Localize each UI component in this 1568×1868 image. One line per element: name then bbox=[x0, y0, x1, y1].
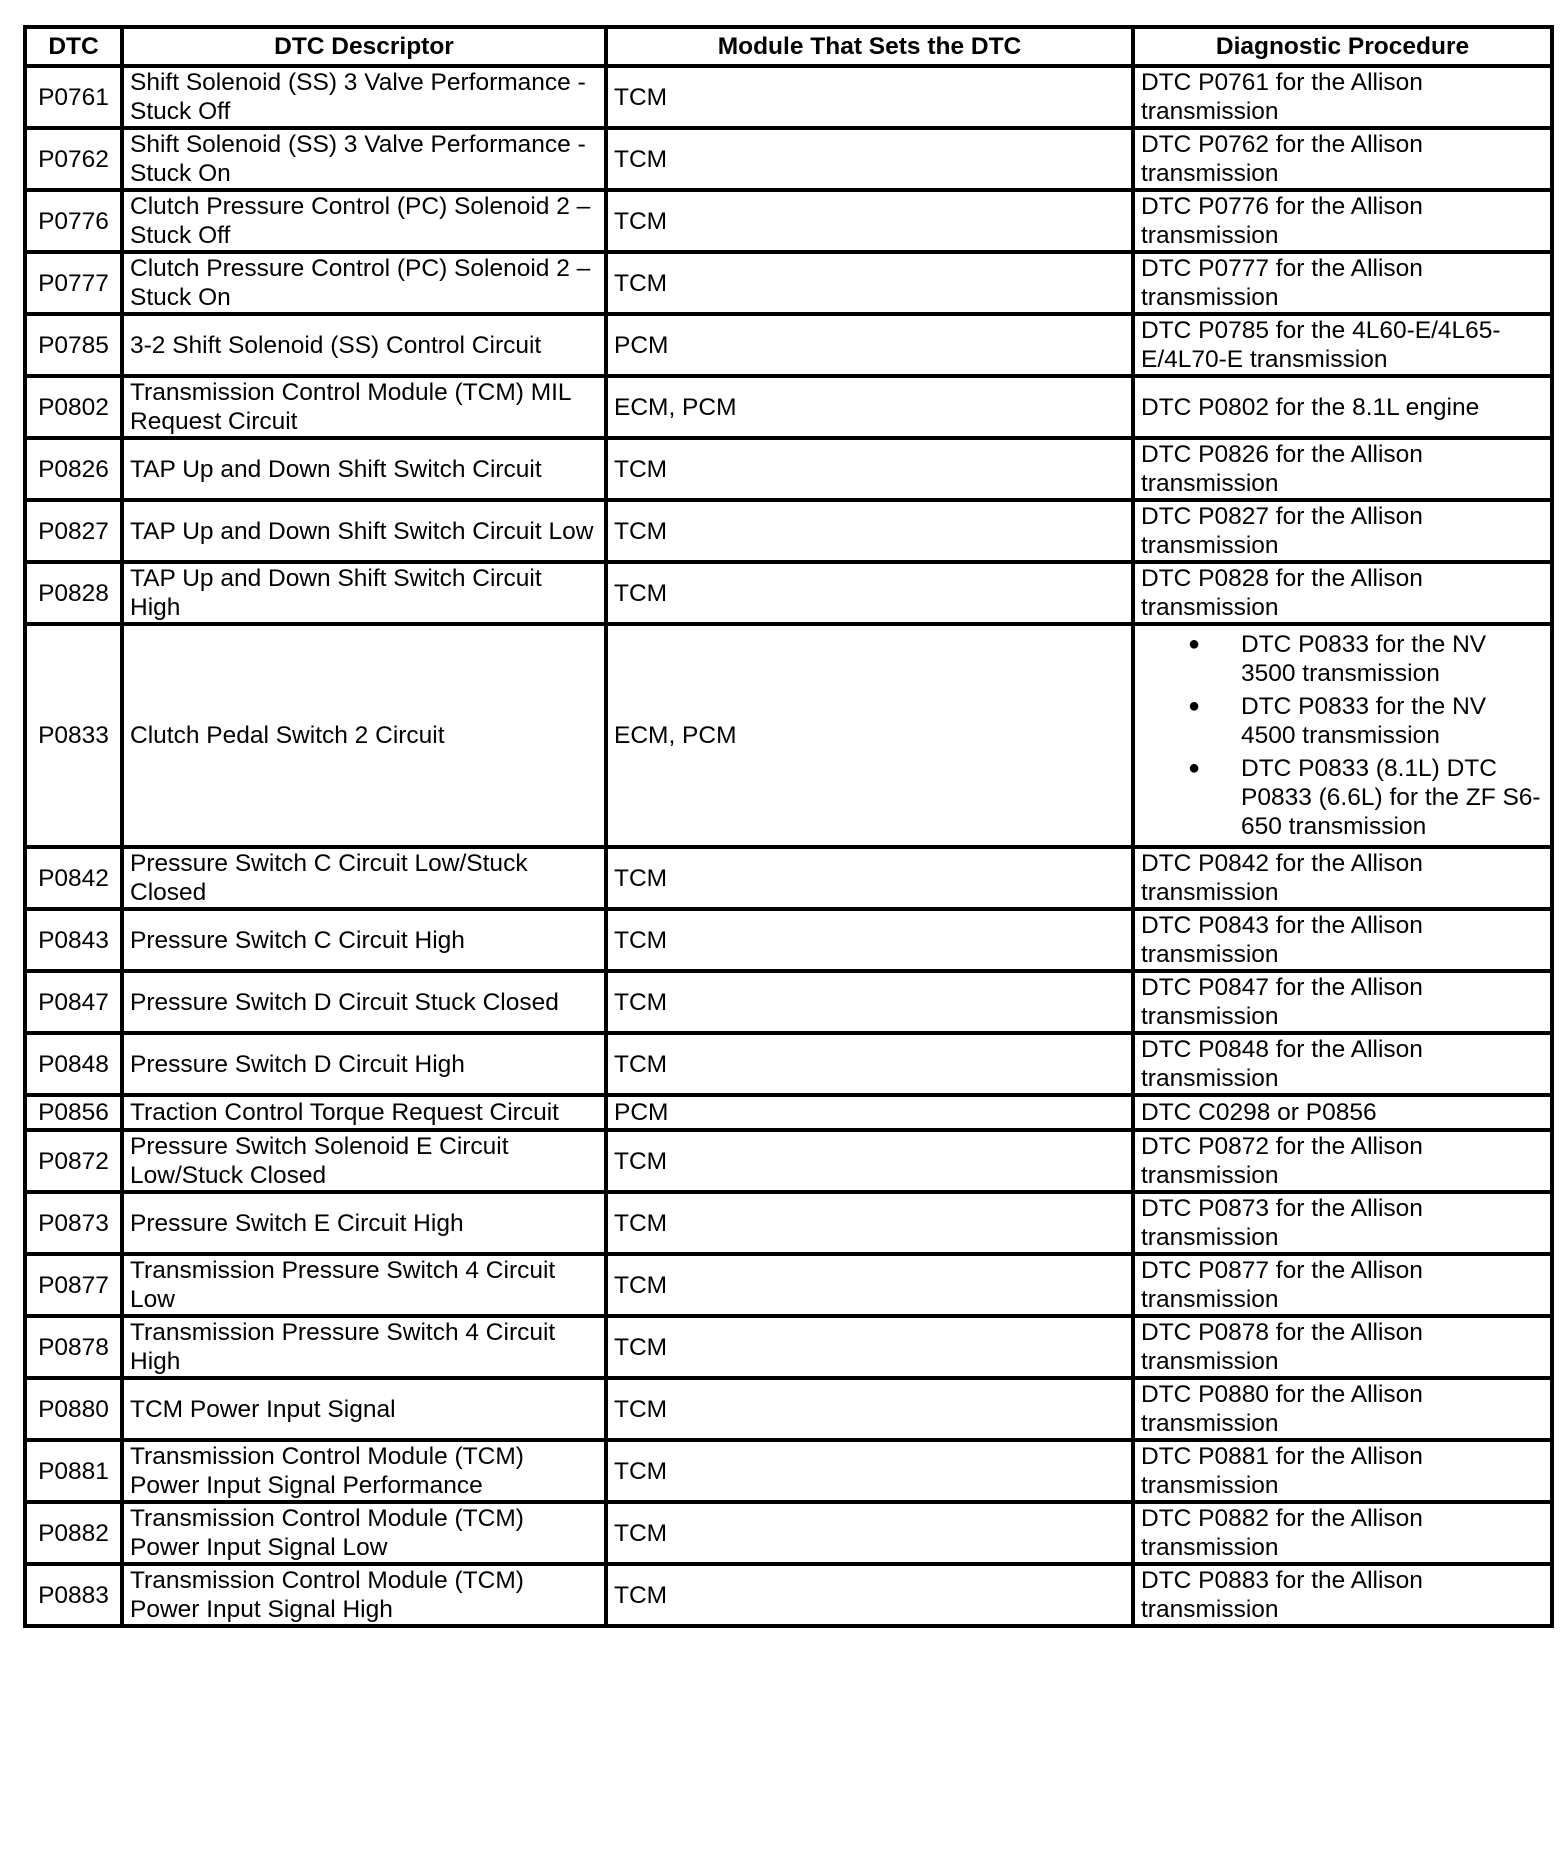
cell-procedure: DTC C0298 or P0856 bbox=[1133, 1095, 1552, 1130]
procedure-list bbox=[1141, 630, 1544, 841]
cell-dtc: P0785 bbox=[25, 314, 122, 376]
cell-procedure: DTC P0828 for the Allison transmission bbox=[1133, 562, 1552, 624]
cell-module: TCM bbox=[606, 1564, 1133, 1626]
cell-module: PCM bbox=[606, 1095, 1133, 1130]
cell-procedure: DTC P0802 for the 8.1L engine bbox=[1133, 376, 1552, 438]
cell-procedure: DTC P0827 for the Allison transmission bbox=[1133, 500, 1552, 562]
cell-module: TCM bbox=[606, 500, 1133, 562]
cell-descriptor: Pressure Switch D Circuit Stuck Closed bbox=[122, 971, 606, 1033]
dtc-document bbox=[23, 25, 1554, 1628]
cell-descriptor: TCM Power Input Signal bbox=[122, 1378, 606, 1440]
dtc-table bbox=[23, 25, 1554, 1628]
header-row bbox=[25, 27, 1552, 66]
cell-module: TCM bbox=[606, 128, 1133, 190]
cell-descriptor: Shift Solenoid (SS) 3 Valve Performance - Stuck On bbox=[122, 128, 606, 190]
cell-dtc: P0761 bbox=[25, 66, 122, 128]
procedure-item-text: DTC P0833 (8.1L) DTC P0833 (6.6L) for the ZF S6-650 transmission bbox=[1241, 754, 1541, 840]
table-row bbox=[25, 438, 1552, 500]
table-row bbox=[25, 1502, 1552, 1564]
cell-descriptor: Pressure Switch Solenoid E Circuit Low/Stuck Closed bbox=[122, 1130, 606, 1192]
cell-module: TCM bbox=[606, 1130, 1133, 1192]
cell-dtc: P0856 bbox=[25, 1095, 122, 1130]
cell-procedure: DTC P0881 for the Allison transmission bbox=[1133, 1440, 1552, 1502]
list-item bbox=[1188, 692, 1544, 750]
cell-descriptor: Transmission Control Module (TCM) Power Input Signal Low bbox=[122, 1502, 606, 1564]
table-row bbox=[25, 1378, 1552, 1440]
cell-procedure: DTC P0872 for the Allison transmission bbox=[1133, 1130, 1552, 1192]
table-row bbox=[25, 624, 1552, 847]
header-descriptor: DTC Descriptor bbox=[122, 27, 606, 66]
bullet-icon: ● bbox=[1188, 694, 1201, 717]
table-row bbox=[25, 847, 1552, 909]
header-module: Module That Sets the DTC bbox=[606, 27, 1133, 66]
cell-module: TCM bbox=[606, 1316, 1133, 1378]
cell-procedure: DTC P0848 for the Allison transmission bbox=[1133, 1033, 1552, 1095]
cell-dtc: P0828 bbox=[25, 562, 122, 624]
cell-module: TCM bbox=[606, 1440, 1133, 1502]
table-row bbox=[25, 1095, 1552, 1130]
cell-descriptor: TAP Up and Down Shift Switch Circuit bbox=[122, 438, 606, 500]
table-row bbox=[25, 1192, 1552, 1254]
cell-procedure: DTC P0842 for the Allison transmission bbox=[1133, 847, 1552, 909]
cell-procedure: DTC P0847 for the Allison transmission bbox=[1133, 971, 1552, 1033]
cell-procedure: DTC P0777 for the Allison transmission bbox=[1133, 252, 1552, 314]
cell-dtc: P0802 bbox=[25, 376, 122, 438]
cell-descriptor: Transmission Pressure Switch 4 Circuit High bbox=[122, 1316, 606, 1378]
cell-dtc: P0826 bbox=[25, 438, 122, 500]
cell-procedure: DTC P0761 for the Allison transmission bbox=[1133, 66, 1552, 128]
cell-descriptor: Pressure Switch E Circuit High bbox=[122, 1192, 606, 1254]
table-row bbox=[25, 376, 1552, 438]
cell-descriptor: TAP Up and Down Shift Switch Circuit High bbox=[122, 562, 606, 624]
cell-dtc: P0843 bbox=[25, 909, 122, 971]
cell-descriptor: Transmission Control Module (TCM) MIL Request Circuit bbox=[122, 376, 606, 438]
cell-procedure: DTC P0776 for the Allison transmission bbox=[1133, 190, 1552, 252]
cell-module: ECM, PCM bbox=[606, 624, 1133, 847]
cell-module: TCM bbox=[606, 1033, 1133, 1095]
cell-dtc: P0776 bbox=[25, 190, 122, 252]
cell-descriptor: 3-2 Shift Solenoid (SS) Control Circuit bbox=[122, 314, 606, 376]
table-row bbox=[25, 909, 1552, 971]
cell-module: TCM bbox=[606, 971, 1133, 1033]
cell-descriptor: Transmission Control Module (TCM) Power Input Signal Performance bbox=[122, 1440, 606, 1502]
table-body bbox=[25, 66, 1552, 1626]
cell-procedure: DTC P0785 for the 4L60-E/4L65-E/4L70-E transmission bbox=[1133, 314, 1552, 376]
table-row bbox=[25, 314, 1552, 376]
cell-module: TCM bbox=[606, 66, 1133, 128]
table-row bbox=[25, 500, 1552, 562]
cell-descriptor: Pressure Switch C Circuit Low/Stuck Closed bbox=[122, 847, 606, 909]
table-row bbox=[25, 562, 1552, 624]
header-procedure: Diagnostic Procedure bbox=[1133, 27, 1552, 66]
cell-module: TCM bbox=[606, 847, 1133, 909]
cell-module: TCM bbox=[606, 438, 1133, 500]
cell-module: ECM, PCM bbox=[606, 376, 1133, 438]
cell-descriptor: Pressure Switch D Circuit High bbox=[122, 1033, 606, 1095]
cell-procedure bbox=[1133, 624, 1552, 847]
table-row bbox=[25, 252, 1552, 314]
cell-dtc: P0848 bbox=[25, 1033, 122, 1095]
cell-dtc: P0762 bbox=[25, 128, 122, 190]
list-item bbox=[1188, 754, 1544, 841]
list-item bbox=[1188, 630, 1544, 688]
procedure-item-text: DTC P0833 for the NV 3500 transmission bbox=[1241, 630, 1487, 687]
procedure-item-text: DTC P0833 for the NV 4500 transmission bbox=[1241, 692, 1487, 749]
cell-module: TCM bbox=[606, 909, 1133, 971]
cell-dtc: P0827 bbox=[25, 500, 122, 562]
cell-dtc: P0873 bbox=[25, 1192, 122, 1254]
cell-module: TCM bbox=[606, 562, 1133, 624]
table-row bbox=[25, 1130, 1552, 1192]
cell-module: TCM bbox=[606, 190, 1133, 252]
cell-descriptor: Traction Control Torque Request Circuit bbox=[122, 1095, 606, 1130]
cell-descriptor: Transmission Pressure Switch 4 Circuit Low bbox=[122, 1254, 606, 1316]
cell-dtc: P0872 bbox=[25, 1130, 122, 1192]
table-row bbox=[25, 971, 1552, 1033]
cell-procedure: DTC P0878 for the Allison transmission bbox=[1133, 1316, 1552, 1378]
cell-procedure: DTC P0826 for the Allison transmission bbox=[1133, 438, 1552, 500]
table-row bbox=[25, 66, 1552, 128]
cell-dtc: P0777 bbox=[25, 252, 122, 314]
cell-procedure: DTC P0873 for the Allison transmission bbox=[1133, 1192, 1552, 1254]
cell-dtc: P0881 bbox=[25, 1440, 122, 1502]
cell-dtc: P0842 bbox=[25, 847, 122, 909]
cell-dtc: P0877 bbox=[25, 1254, 122, 1316]
cell-descriptor: Shift Solenoid (SS) 3 Valve Performance - Stuck Off bbox=[122, 66, 606, 128]
cell-dtc: P0878 bbox=[25, 1316, 122, 1378]
cell-procedure: DTC P0880 for the Allison transmission bbox=[1133, 1378, 1552, 1440]
cell-descriptor: Clutch Pressure Control (PC) Solenoid 2 – Stuck On bbox=[122, 252, 606, 314]
table-row bbox=[25, 1564, 1552, 1626]
cell-procedure: DTC P0843 for the Allison transmission bbox=[1133, 909, 1552, 971]
cell-procedure: DTC P0762 for the Allison transmission bbox=[1133, 128, 1552, 190]
cell-module: TCM bbox=[606, 1192, 1133, 1254]
cell-dtc: P0883 bbox=[25, 1564, 122, 1626]
cell-descriptor: Pressure Switch C Circuit High bbox=[122, 909, 606, 971]
cell-descriptor: TAP Up and Down Shift Switch Circuit Low bbox=[122, 500, 606, 562]
cell-descriptor: Transmission Control Module (TCM) Power Input Signal High bbox=[122, 1564, 606, 1626]
table-row bbox=[25, 1440, 1552, 1502]
table-row bbox=[25, 1316, 1552, 1378]
cell-procedure: DTC P0877 for the Allison transmission bbox=[1133, 1254, 1552, 1316]
cell-procedure: DTC P0882 for the Allison transmission bbox=[1133, 1502, 1552, 1564]
bullet-icon: ● bbox=[1188, 632, 1201, 655]
cell-descriptor: Clutch Pedal Switch 2 Circuit bbox=[122, 624, 606, 847]
cell-module: TCM bbox=[606, 252, 1133, 314]
cell-module: TCM bbox=[606, 1502, 1133, 1564]
bullet-icon: ● bbox=[1188, 756, 1201, 779]
cell-dtc: P0847 bbox=[25, 971, 122, 1033]
table-row bbox=[25, 190, 1552, 252]
cell-module: TCM bbox=[606, 1254, 1133, 1316]
table-row bbox=[25, 1033, 1552, 1095]
cell-module: PCM bbox=[606, 314, 1133, 376]
cell-descriptor: Clutch Pressure Control (PC) Solenoid 2 – Stuck Off bbox=[122, 190, 606, 252]
cell-dtc: P0880 bbox=[25, 1378, 122, 1440]
table-row bbox=[25, 1254, 1552, 1316]
table-row bbox=[25, 128, 1552, 190]
cell-module: TCM bbox=[606, 1378, 1133, 1440]
header-dtc: DTC bbox=[25, 27, 122, 66]
cell-dtc: P0882 bbox=[25, 1502, 122, 1564]
cell-dtc: P0833 bbox=[25, 624, 122, 847]
cell-procedure: DTC P0883 for the Allison transmission bbox=[1133, 1564, 1552, 1626]
